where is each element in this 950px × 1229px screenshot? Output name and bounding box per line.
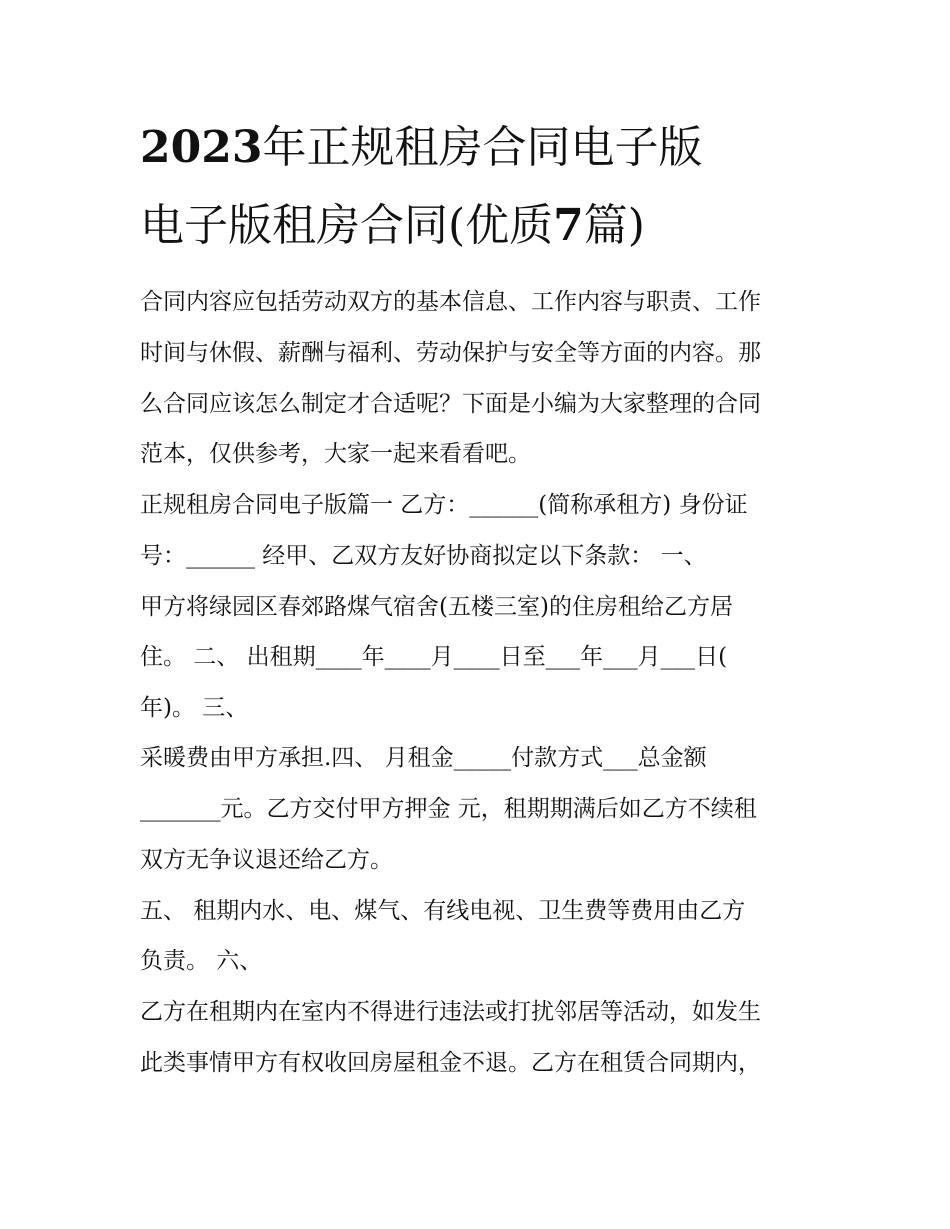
body-line-5: 正规租房合同电子版篇一 乙方：______(简称承租方) 身份证 xyxy=(140,492,748,518)
body-line-11: _______元。乙方交付甲方押金 元，租期期满后如乙方不续租 xyxy=(140,796,757,822)
title-line-2-pre: 电子版租房合同(优质 xyxy=(140,200,554,251)
body-line-10: 采暖费由甲方承担.四、 月租金_____付款方式___总金额 xyxy=(140,745,707,771)
body-line-9: 年)。 三、 xyxy=(140,695,249,721)
title-year: 2023 xyxy=(140,122,263,173)
body-line-7: 甲方将绿园区春郊路煤气宿舍(五楼三室)的住房租给乙方居 xyxy=(140,594,733,620)
body-line-6: 号：______ 经甲、乙双方友好协商拟定以下条款： 一、 xyxy=(140,543,707,569)
body-line-8: 住。 二、 出租期____年____月____日至___年___月___日( xyxy=(140,644,728,670)
document-title-line-2 xyxy=(140,198,840,254)
document-title-line-1 xyxy=(140,120,840,176)
body-line-13: 五、 租期内水、电、煤气、有线电视、卫生费等费用由乙方 xyxy=(140,898,746,924)
body-line-14: 负责。 六、 xyxy=(140,948,263,974)
title-line-1-text: 年正规租房合同电子版 xyxy=(262,122,703,173)
body-line-2: 时间与休假、薪酬与福利、劳动保护与安全等方面的内容。那 xyxy=(140,340,761,366)
body-line-1: 合同内容应包括劳动双方的基本信息、工作内容与职责、工作 xyxy=(140,289,761,315)
body-line-12: 双方无争议退还给乙方。 xyxy=(140,847,393,873)
body-line-3: 么合同应该怎么制定才合适呢？下面是小编为大家整理的合同 xyxy=(140,391,761,417)
body-line-4: 范本，仅供参考，大家一起来看看吧。 xyxy=(140,441,531,467)
body-line-15: 乙方在租期内在室内不得进行违法或打扰邻居等活动，如发生 xyxy=(140,999,761,1025)
title-count: 7 xyxy=(553,200,584,251)
title-line-2-post: 篇) xyxy=(583,200,645,251)
body-line-16: 此类事情甲方有权收回房屋租金不退。乙方在租赁合同期内， xyxy=(140,1050,761,1076)
